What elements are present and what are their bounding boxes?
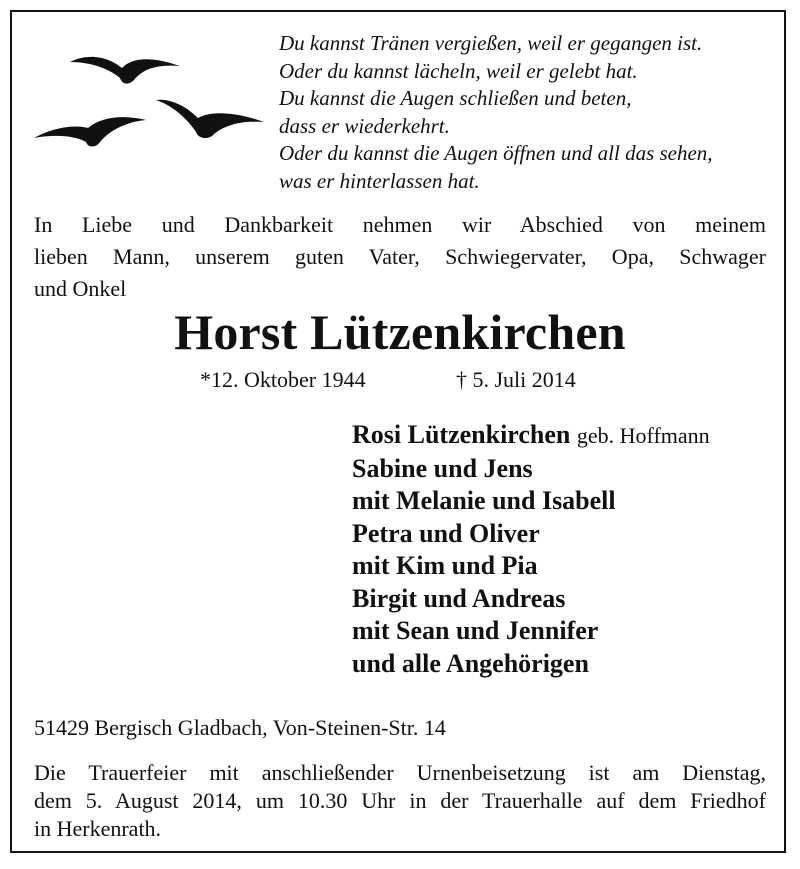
family-line: mit Melanie und Isabell: [352, 486, 616, 515]
family-line: mit Kim und Pia: [352, 551, 538, 580]
family-line: Petra und Oliver: [352, 518, 540, 548]
ceremony-line: dem 5. August 2014, um 10.30 Uhr in der Trauerhalle auf dem Friedhof: [34, 788, 766, 813]
birds-silhouette-icon: [30, 40, 270, 160]
intro-line: In Liebe und Dankbarkeit nehmen wir Abschied von meinem: [34, 212, 766, 237]
poem-line: was er hinterlassen hat.: [279, 168, 480, 193]
ceremony-line: in Herkenrath.: [34, 816, 162, 841]
poem-line: Du kannst Tränen vergießen, weil er gegangen ist.: [279, 31, 703, 55]
death-date: † 5. Juli 2014: [456, 367, 576, 392]
ceremony-line: Die Trauerfeier mit anschließender Urnenbeisetzung ist am Dienstag,: [34, 760, 766, 785]
intro-line: lieben Mann, unserem guten Vater, Schwiegervater, Opa, Schwager: [34, 244, 766, 269]
family-line: mit Sean und Jennifer: [352, 616, 599, 645]
poem-line: Oder du kannst lächeln, weil er gelebt hat.: [279, 58, 638, 83]
family-list: [352, 419, 782, 680]
widow-name: Rosi Lützenkirchen: [352, 420, 571, 449]
poem-line: dass er wiederkehrt.: [279, 113, 450, 138]
birth-date: *12. Oktober 1944: [200, 367, 366, 392]
poem-line: Du kannst die Augen schließen und beten,: [279, 86, 632, 110]
address: 51429 Bergisch Gladbach, Von-Steinen-Str. 14: [34, 715, 446, 740]
intro-text: [34, 209, 766, 305]
family-widow: [352, 419, 782, 453]
family-line: Birgit und Andreas: [352, 583, 566, 613]
family-line: Sabine und Jens: [352, 453, 533, 483]
ceremony-text: [34, 759, 766, 843]
poem-line: Oder du kannst die Augen öffnen und all das sehen,: [279, 141, 713, 165]
widow-maiden-name: geb. Hoffmann: [576, 423, 710, 448]
deceased-name: Horst Lützenkirchen: [174, 304, 626, 360]
family-line: und alle Angehörigen: [352, 648, 589, 678]
intro-line: und Onkel: [34, 276, 127, 301]
poem: [279, 30, 779, 195]
